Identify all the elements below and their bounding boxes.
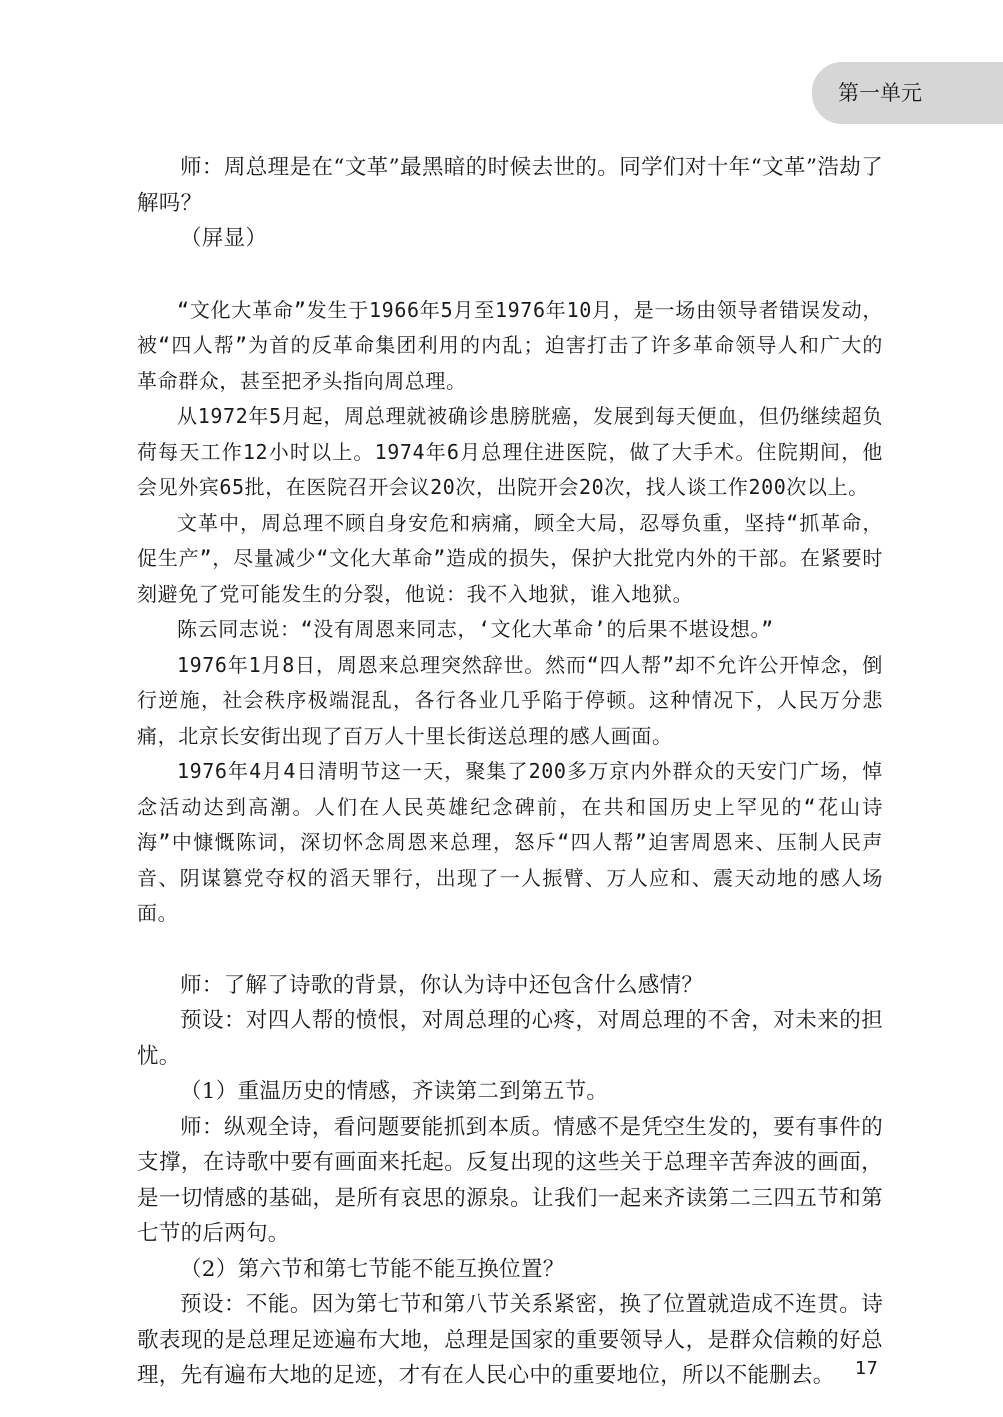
unit-label: 第一单元 [838, 81, 922, 105]
quote-paragraph: 文革中，周总理不顾自身安危和病痛，顾全大局，忍辱负重，坚持“抓革命，促生产”，尽量减少“文化大革命”造成的损失，保护大批党内外的干部。在紧要时刻避免了党可能发生的分裂，他说：我不入地狱，谁入地狱。 [137, 510, 883, 606]
screen-quote-section [137, 293, 883, 932]
discussion-paragraph: 师：纵观全诗，看问题要能抓到本质。情感不是凭空生发的，要有事件的支撑，在诗歌中要有画面来托起。反复出现的这些关于总理辛苦奔波的画面，是一切情感的基础，是所有哀思的源泉。让我们一起来齐读第二三四五节和第七节的后两句。 [137, 1114, 883, 1246]
page-content [137, 150, 883, 1394]
teacher-question: 师：周总理是在“文革”最黑暗的时候去世的。同学们对十年“文革”浩劫了解吗？ [137, 155, 883, 216]
quote-paragraph: 从1972年5月起，周总理就被确诊患膀胱癌，发展到每天便血，但仍继续超负荷每天工作12小时以上。1974年6月总理住进医院，做了大手术。住院期间，他会见外宾65批，在医院召开会议20次，出院开会20次，找人谈工作200次以上。 [137, 404, 883, 499]
quote-paragraph: 陈云同志说：“没有周恩来同志，‘文化大革命’的后果不堪设想。” [177, 617, 774, 641]
discussion-paragraph: 师：了解了诗歌的背景，你认为诗中还包含什么感情？ [180, 972, 704, 998]
unit-tab [812, 62, 1003, 124]
quote-paragraph: 1976年1月8日，周恩来总理突然辞世。然而“四人帮”却不允许公开悼念，倒行逆施，社会秩序极端混乱，各行各业几乎陷于停顿。这种情况下，人民万分悲痛，北京长安街出现了百万人十里长街送总理的感人画面。 [137, 652, 883, 748]
discussion-paragraph: （2）第六节和第七节能不能互换位置？ [180, 1256, 565, 1282]
discussion-paragraph: 预设：对四人帮的愤恨，对周总理的心疼，对周总理的不舍，对未来的担忧。 [137, 1008, 883, 1069]
discussion-section [137, 968, 883, 1394]
quote-paragraph: “文化大革命”发生于1966年5月至1976年10月，是一场由领导者错误发动，被“四人帮”为首的反革命集团利用的内乱；迫害打击了许多革命领导人和广大的革命群众，甚至把矛头指向周总理。 [137, 297, 883, 393]
screen-display-note: （屏显） [180, 226, 268, 251]
page-number: 17 [855, 1358, 878, 1379]
intro-section [137, 150, 883, 257]
quote-paragraph: 1976年4月4日清明节这一天，聚集了200多万京内外群众的天安门广场，悼念活动达到高潮。人们在人民英雄纪念碑前，在共和国历史上罕见的“花山诗海”中慷慨陈词，深切怀念周恩来总理，怒斥“四人帮”迫害周恩来、压制人民声音、阴谋篡党夺权的滔天罪行，出现了一人振臂、万人应和、震天动地的感人场面。 [137, 759, 883, 925]
discussion-paragraph: 预设：不能。因为第七节和第八节关系紧密，换了位置就造成不连贯。诗歌表现的是总理足迹遍布大地，总理是国家的重要领导人，是群众信赖的好总理，先有遍布大地的足迹，才有在人民心中的重要地位，所以不能删去。 [137, 1292, 883, 1388]
discussion-paragraph: （1）重温历史的情感，齐读第二到第五节。 [180, 1079, 609, 1104]
